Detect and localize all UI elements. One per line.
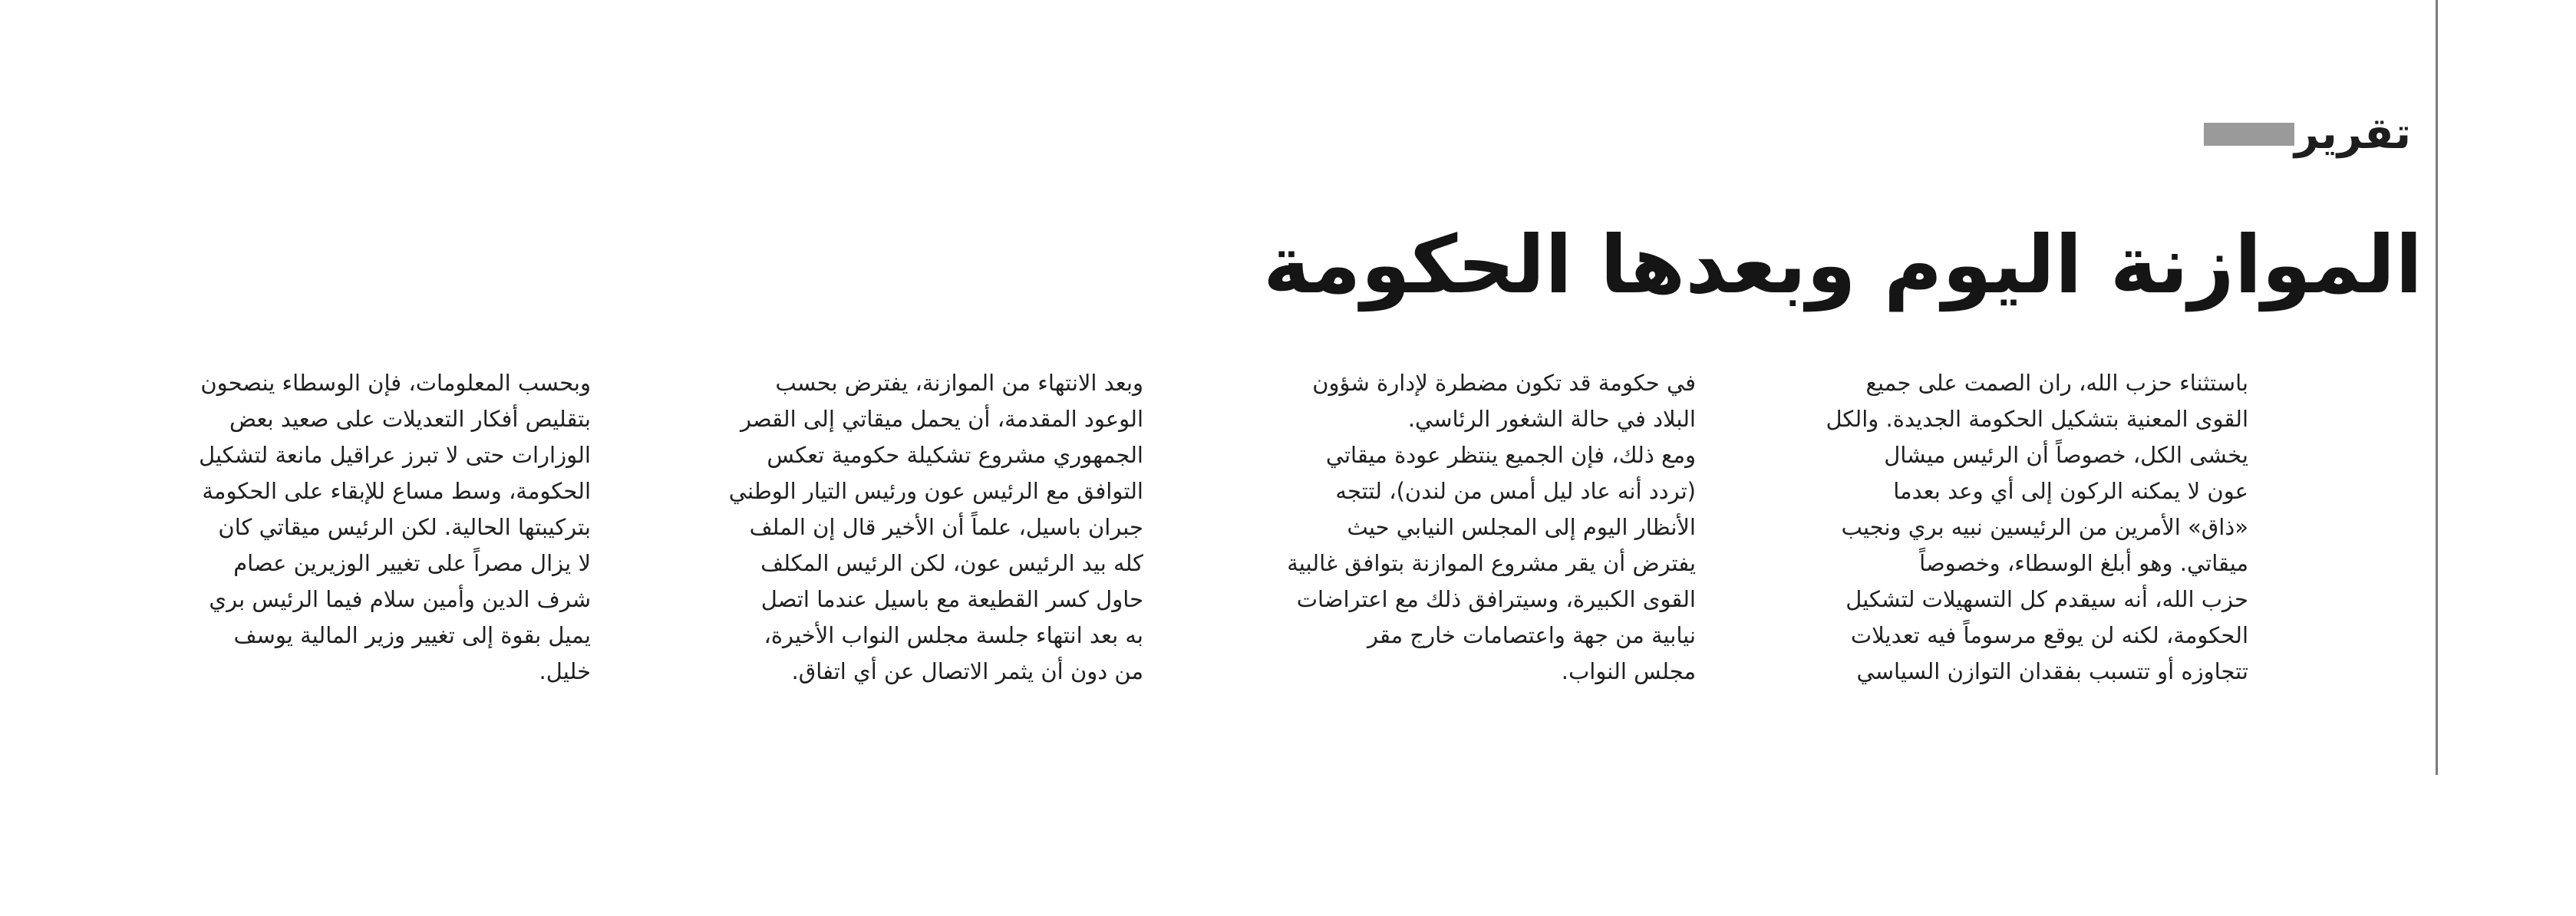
- text-line: التوافق مع الرئيس عون ورئيس التيار الوطني: [728, 478, 1143, 504]
- text-line: الوعود المقدمة، أن يحمل ميقاتي إلى القصر: [740, 406, 1143, 432]
- kicker-label: تقرير: [2294, 109, 2411, 159]
- text-line: لا يزال مصراً على تغيير الوزيرين عصام: [233, 550, 591, 576]
- text-line: الوزارات حتى لا تبرز عراقيل مانعة لتشكيل: [199, 442, 591, 468]
- text-line: بتركيبتها الحالية. لكن الرئيس ميقاتي كان: [218, 514, 591, 540]
- text-line: وبحسب المعلومات، فإن الوسطاء ينصحون: [200, 370, 591, 396]
- article-column-3: [622, 365, 1143, 690]
- text-line: الحكومة، لكنه لن يوقع مرسوماً فيه تعديلات: [1850, 622, 2248, 648]
- article-column-1: [1727, 365, 2248, 690]
- text-line: باستثناء حزب الله، ران الصمت على جميع: [1865, 370, 2248, 396]
- text-line: وبعد الانتهاء من الموازنة، يفترض بحسب: [775, 370, 1143, 396]
- text-line: يفترض أن يقر مشروع الموازنة بتوافق غالبية: [1287, 550, 1696, 576]
- text-line: كله بيد الرئيس عون، لكن الرئيس المكلف: [760, 550, 1143, 576]
- text-line: تتجاوزه أو تتسبب بفقدان التوازن السياسي: [1856, 658, 2248, 684]
- article-headline: الموازنة اليوم وبعدها الحكومة: [1263, 218, 2423, 311]
- text-line: شرف الدين وأمين سلام فيما الرئيس بري: [209, 586, 591, 612]
- text-line: الجمهوري مشروع تشكيلة حكومية تعكس: [767, 442, 1143, 468]
- text-line: حاول كسر القطيعة مع باسيل عندما اتصل: [760, 586, 1143, 612]
- section-kicker: [2185, 107, 2411, 161]
- text-line: حزب الله، أنه سيقدم كل التسهيلات لتشكيل: [1845, 586, 2248, 612]
- text-line: في حكومة قد تكون مضطرة لإدارة شؤون: [1312, 370, 1696, 396]
- text-line: البلاد في حالة الشغور الرئاسي.: [1407, 406, 1696, 432]
- text-line: القوى الكبيرة، وسيترافق ذلك مع اعتراضات: [1296, 586, 1696, 612]
- text-line: به بعد انتهاء جلسة مجلس النواب الأخيرة،: [764, 622, 1143, 648]
- text-line: ميقاتي. وهو أبلغ الوسطاء، وخصوصاً: [1919, 550, 2248, 576]
- text-line: من دون أن يثمر الاتصال عن أي اتفاق.: [791, 658, 1143, 684]
- text-line: يميل بقوة إلى تغيير وزير المالية يوسف: [233, 622, 591, 648]
- text-line: الحكومة، وسط مساع للإبقاء على الحكومة: [202, 478, 591, 504]
- text-line: ومع ذلك، فإن الجميع ينتظر عودة ميقاتي: [1325, 442, 1696, 468]
- page-edge-rule: [2436, 0, 2438, 775]
- text-line: مجلس النواب.: [1561, 658, 1696, 684]
- kicker-bar: [2204, 123, 2294, 146]
- text-line: الأنظار اليوم إلى المجلس النيابي حيث: [1347, 514, 1696, 540]
- text-line: «ذاق» الأمرين من الرئيسين نبيه بري ونجيب: [1841, 514, 2248, 540]
- text-line: بتقليص أفكار التعديلات على صعيد بعض: [229, 406, 591, 432]
- text-line: خليل.: [539, 658, 591, 684]
- text-line: نيابية من جهة واعتصامات خارج مقر: [1367, 622, 1696, 648]
- text-line: جبران باسيل، علماً أن الأخير قال إن الملف: [749, 514, 1143, 540]
- text-line: يخشى الكل، خصوصاً أن الرئيس ميشال: [1884, 442, 2248, 468]
- text-line: (تردد أنه عاد ليل أمس من لندن)، لتتجه: [1335, 478, 1696, 504]
- article-column-2: [1174, 365, 1696, 690]
- article-column-4: [69, 365, 591, 690]
- text-line: عون لا يمكنه الركون إلى أي وعد بعدما: [1893, 478, 2248, 504]
- text-line: القوى المعنية بتشكيل الحكومة الجديدة. والكل: [1826, 406, 2248, 432]
